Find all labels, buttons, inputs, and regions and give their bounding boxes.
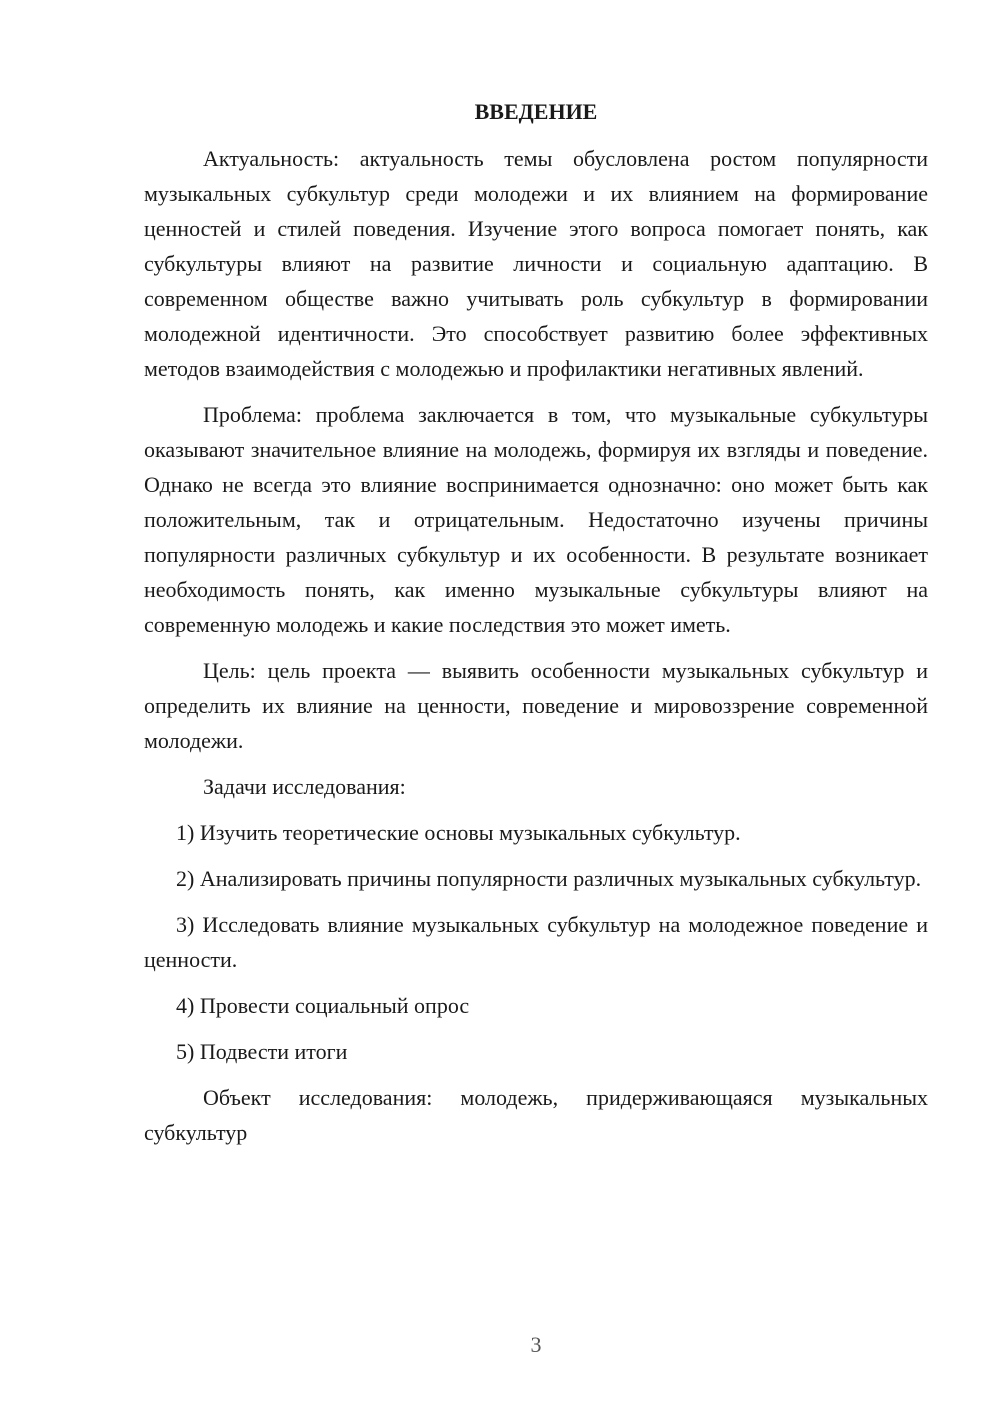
paragraph-object: Объект исследования: молодежь, придерживающаяся музыкальных субкультур bbox=[144, 1085, 928, 1145]
tasks-heading: Задачи исследования: bbox=[203, 774, 406, 799]
task-item-1: 1) Изучить теоретические основы музыкальных субкультур. bbox=[176, 820, 741, 845]
task-item-4: 4) Провести социальный опрос bbox=[176, 993, 470, 1018]
task-item-5: 5) Подвести итоги bbox=[176, 1039, 348, 1064]
paragraph-goal: Цель: цель проекта — выявить особенности музыкальных субкультур и определить их влияние на ценности, поведение и мировоззрение современной молодежи. bbox=[144, 658, 928, 753]
page-number: 3 bbox=[530, 1332, 542, 1357]
section-title: ВВЕДЕНИЕ bbox=[474, 99, 598, 124]
task-item-2: 2) Анализировать причины популярности различных музыкальных субкультур. bbox=[176, 866, 922, 891]
paragraph-problem: Проблема: проблема заключается в том, что музыкальные субкультуры оказывают значительное влияние на молодежь, формируя их взгляды и поведение. Однако не всегда это влияние воспринимается однозначно: оно может быть как положительным, так и отрицательным. Недостаточно изучены причины популярности различных субкультур и их особенности. В результате возникает необходимость понять, как именно музыкальные субкультуры влияют на современную молодежь и какие последствия это может иметь. bbox=[144, 402, 928, 637]
task-item-3: 3) Исследовать влияние музыкальных субкультур на молодежное поведение и ценности. bbox=[144, 912, 928, 972]
paragraph-relevance: Актуальность: актуальность темы обусловлена ростом популярности музыкальных субкультур среди молодежи и их влиянием на формирование ценностей и стилей поведения. Изучение этого вопроса помогает понять, как субкультуры влияют на развитие личности и социальную адаптацию. В современном обществе важно учитывать роль субкультур в формировании молодежной идентичности. Это способствует развитию более эффективных методов взаимодействия с молодежью и профилактики негативных явлений. bbox=[144, 146, 928, 381]
page-content bbox=[144, 94, 928, 1161]
